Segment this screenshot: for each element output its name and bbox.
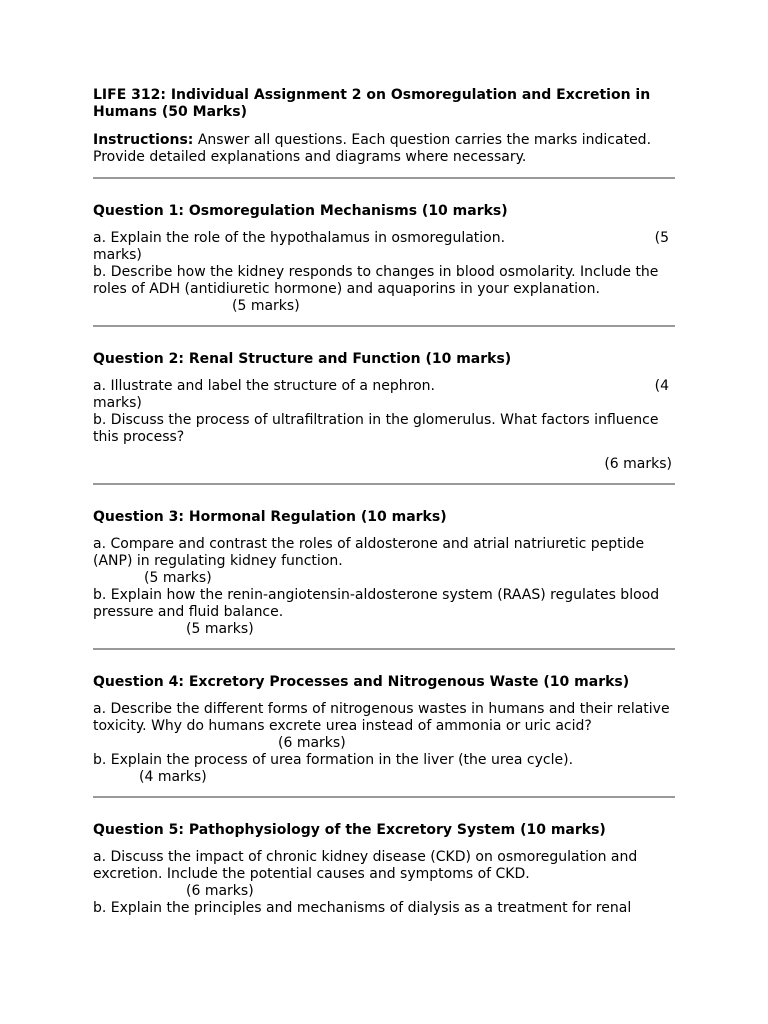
question-3-heading: Question 3: Hormonal Regulation (10 marks) (93, 509, 447, 525)
question-2b-marks: (6 marks) (604, 456, 672, 472)
question-5a-marks: (6 marks) (186, 883, 254, 899)
question-3b-marks: (5 marks) (186, 621, 254, 637)
instructions-text: Answer all questions. Each question carries the marks indicated. Provide detailed explanations and diagrams where necessary. (93, 132, 652, 165)
question-4-heading: Question 4: Excretory Processes and Nitrogenous Waste (10 marks) (93, 674, 630, 690)
question-2a-text: a. Illustrate and label the structure of a nephron. (93, 378, 435, 394)
question-1-heading: Question 1: Osmoregulation Mechanisms (10 marks) (93, 203, 508, 219)
question-2b-text: b. Discuss the process of ultrafiltration in the glomerulus. What factors influence this process? (93, 412, 659, 445)
question-5-heading: Question 5: Pathophysiology of the Excretory System (10 marks) (93, 822, 606, 838)
question-3a-text: a. Compare and contrast the roles of aldosterone and atrial natriuretic peptide (ANP) in regulating kidney function. (93, 536, 645, 569)
question-4b-marks: (4 marks) (139, 769, 207, 785)
question-3a-marks: (5 marks) (144, 570, 212, 586)
question-1b-marks: (5 marks) (232, 298, 300, 314)
question-2a-marks-end: marks) (93, 395, 142, 411)
assignment-document (93, 87, 675, 917)
question-1a-marks-start: (5 (654, 230, 669, 246)
question-4a-marks: (6 marks) (278, 735, 346, 751)
question-3-section (93, 485, 675, 648)
question-4a-text: a. Describe the different forms of nitrogenous wastes in humans and their relative toxicity. Why do humans excrete urea instead of ammonia or uric acid? (93, 701, 670, 734)
question-5-section (93, 798, 675, 917)
question-2-section (93, 327, 675, 483)
question-2-heading: Question 2: Renal Structure and Function (10 marks) (93, 351, 512, 367)
question-4b-text: b. Explain the process of urea formation in the liver (the urea cycle). (93, 752, 574, 768)
question-1b-text: b. Describe how the kidney responds to changes in blood osmolarity. Include the roles of ADH (antidiuretic hormone) and aquaporins in your explanation. (93, 264, 659, 297)
question-4-section (93, 650, 675, 796)
question-2a-marks-start: (4 (654, 378, 669, 394)
question-5a-text: a. Discuss the impact of chronic kidney disease (CKD) on osmoregulation and excretion. Include the potential causes and symptoms of CKD. (93, 849, 638, 882)
instructions-label: Instructions: (93, 132, 194, 148)
document-title: LIFE 312: Individual Assignment 2 on Osmoregulation and Excretion in Humans (50 Marks) (93, 87, 651, 120)
question-1a-row (93, 230, 675, 247)
question-1a-marks-end: marks) (93, 247, 142, 263)
question-3b-text: b. Explain how the renin-angiotensin-aldosterone system (RAAS) regulates blood pressure and fluid balance. (93, 587, 660, 620)
instructions (93, 132, 675, 166)
question-1-section (93, 179, 675, 325)
question-2a-row (93, 378, 675, 395)
question-1a-text: a. Explain the role of the hypothalamus in osmoregulation. (93, 230, 506, 246)
question-5b-text: b. Explain the principles and mechanisms of dialysis as a treatment for renal (93, 900, 632, 916)
